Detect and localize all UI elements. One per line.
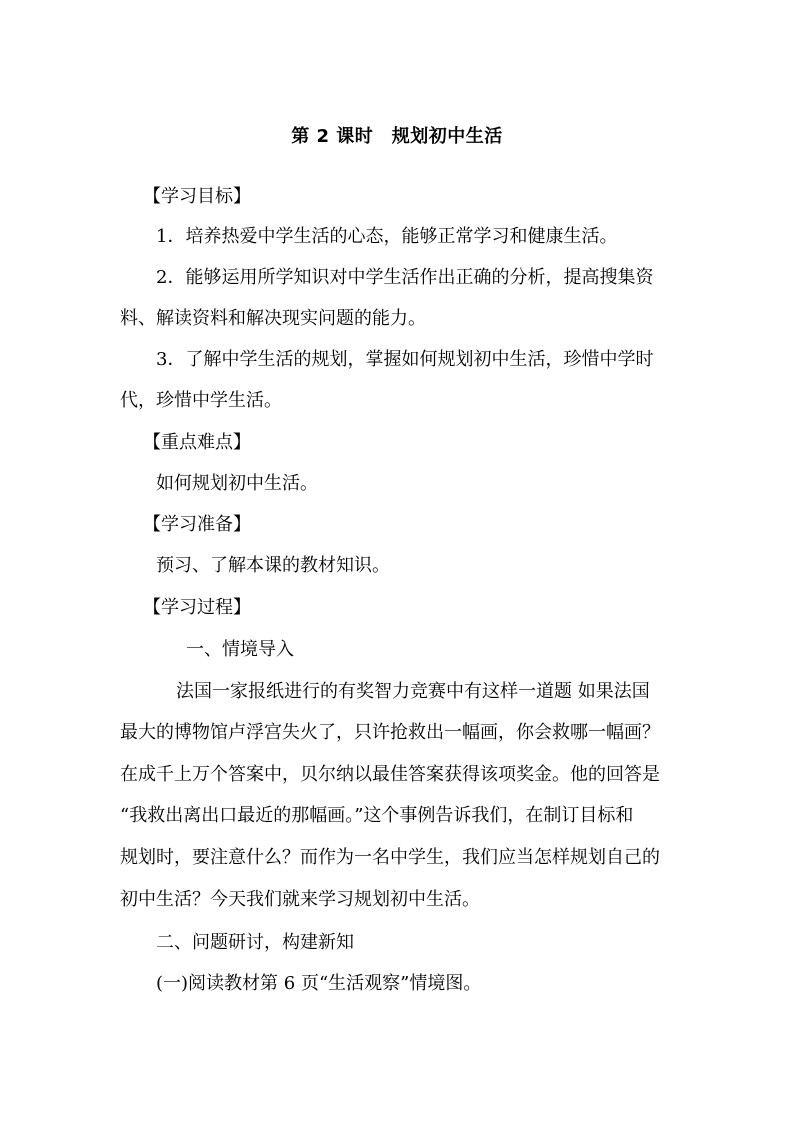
key-points-text: 如何规划初中生活。 bbox=[156, 473, 318, 494]
part-1-paragraph-line-5: 规划时，要注意什么？而作为一名中学生，我们应当怎样规划自己的 bbox=[120, 847, 660, 868]
part-1-heading: 一、情境导入 bbox=[186, 639, 294, 660]
goal-2-line-2: 料、解读资料和解决现实问题的能力。 bbox=[120, 308, 426, 329]
learning-goals-heading: 【学习目标】 bbox=[143, 186, 251, 207]
part-1-paragraph-line-4: “我救出离出口最近的那幅画。”这个事例告诉我们，在制订目标和 bbox=[120, 805, 634, 826]
preparation-heading: 【学习准备】 bbox=[143, 514, 251, 535]
preparation-text: 预习、了解本课的教材知识。 bbox=[156, 555, 390, 576]
part-1-paragraph-line-6: 初中生活？今天我们就来学习规划初中生活。 bbox=[120, 889, 480, 910]
goal-3-line-1: 3．了解中学生活的规划，掌握如何规划初中生活，珍惜中学时 bbox=[156, 349, 654, 370]
page-title: 第 2 课时 规划初中生活 bbox=[291, 126, 503, 147]
goal-1: 1．培养热爱中学生活的心态，能够正常学习和健康生活。 bbox=[156, 226, 618, 247]
part-1-paragraph-line-3: 在成千上万个答案中，贝尔纳以最佳答案获得该项奖金。他的回答是 bbox=[120, 764, 660, 785]
process-heading: 【学习过程】 bbox=[143, 597, 251, 618]
part-2-heading: 二、问题研讨，构建新知 bbox=[156, 932, 354, 953]
key-points-heading: 【重点难点】 bbox=[143, 432, 251, 453]
goal-3-line-2: 代，珍惜中学生活。 bbox=[120, 390, 282, 411]
part-1-paragraph-line-1: 法国一家报纸进行的有奖智力竞赛中有这样一道题 如果法国 bbox=[176, 681, 650, 702]
part-2-item-1: (一)阅读教材第 6 页“生活观察”情境图。 bbox=[156, 973, 482, 994]
goal-2-line-1: 2．能够运用所学知识对中学生活作出正确的分析，提高搜集资 bbox=[156, 267, 654, 288]
part-1-paragraph-line-2: 最大的博物馆卢浮宫失火了，只许抢救出一幅画，你会救哪一幅画？ bbox=[120, 722, 660, 743]
